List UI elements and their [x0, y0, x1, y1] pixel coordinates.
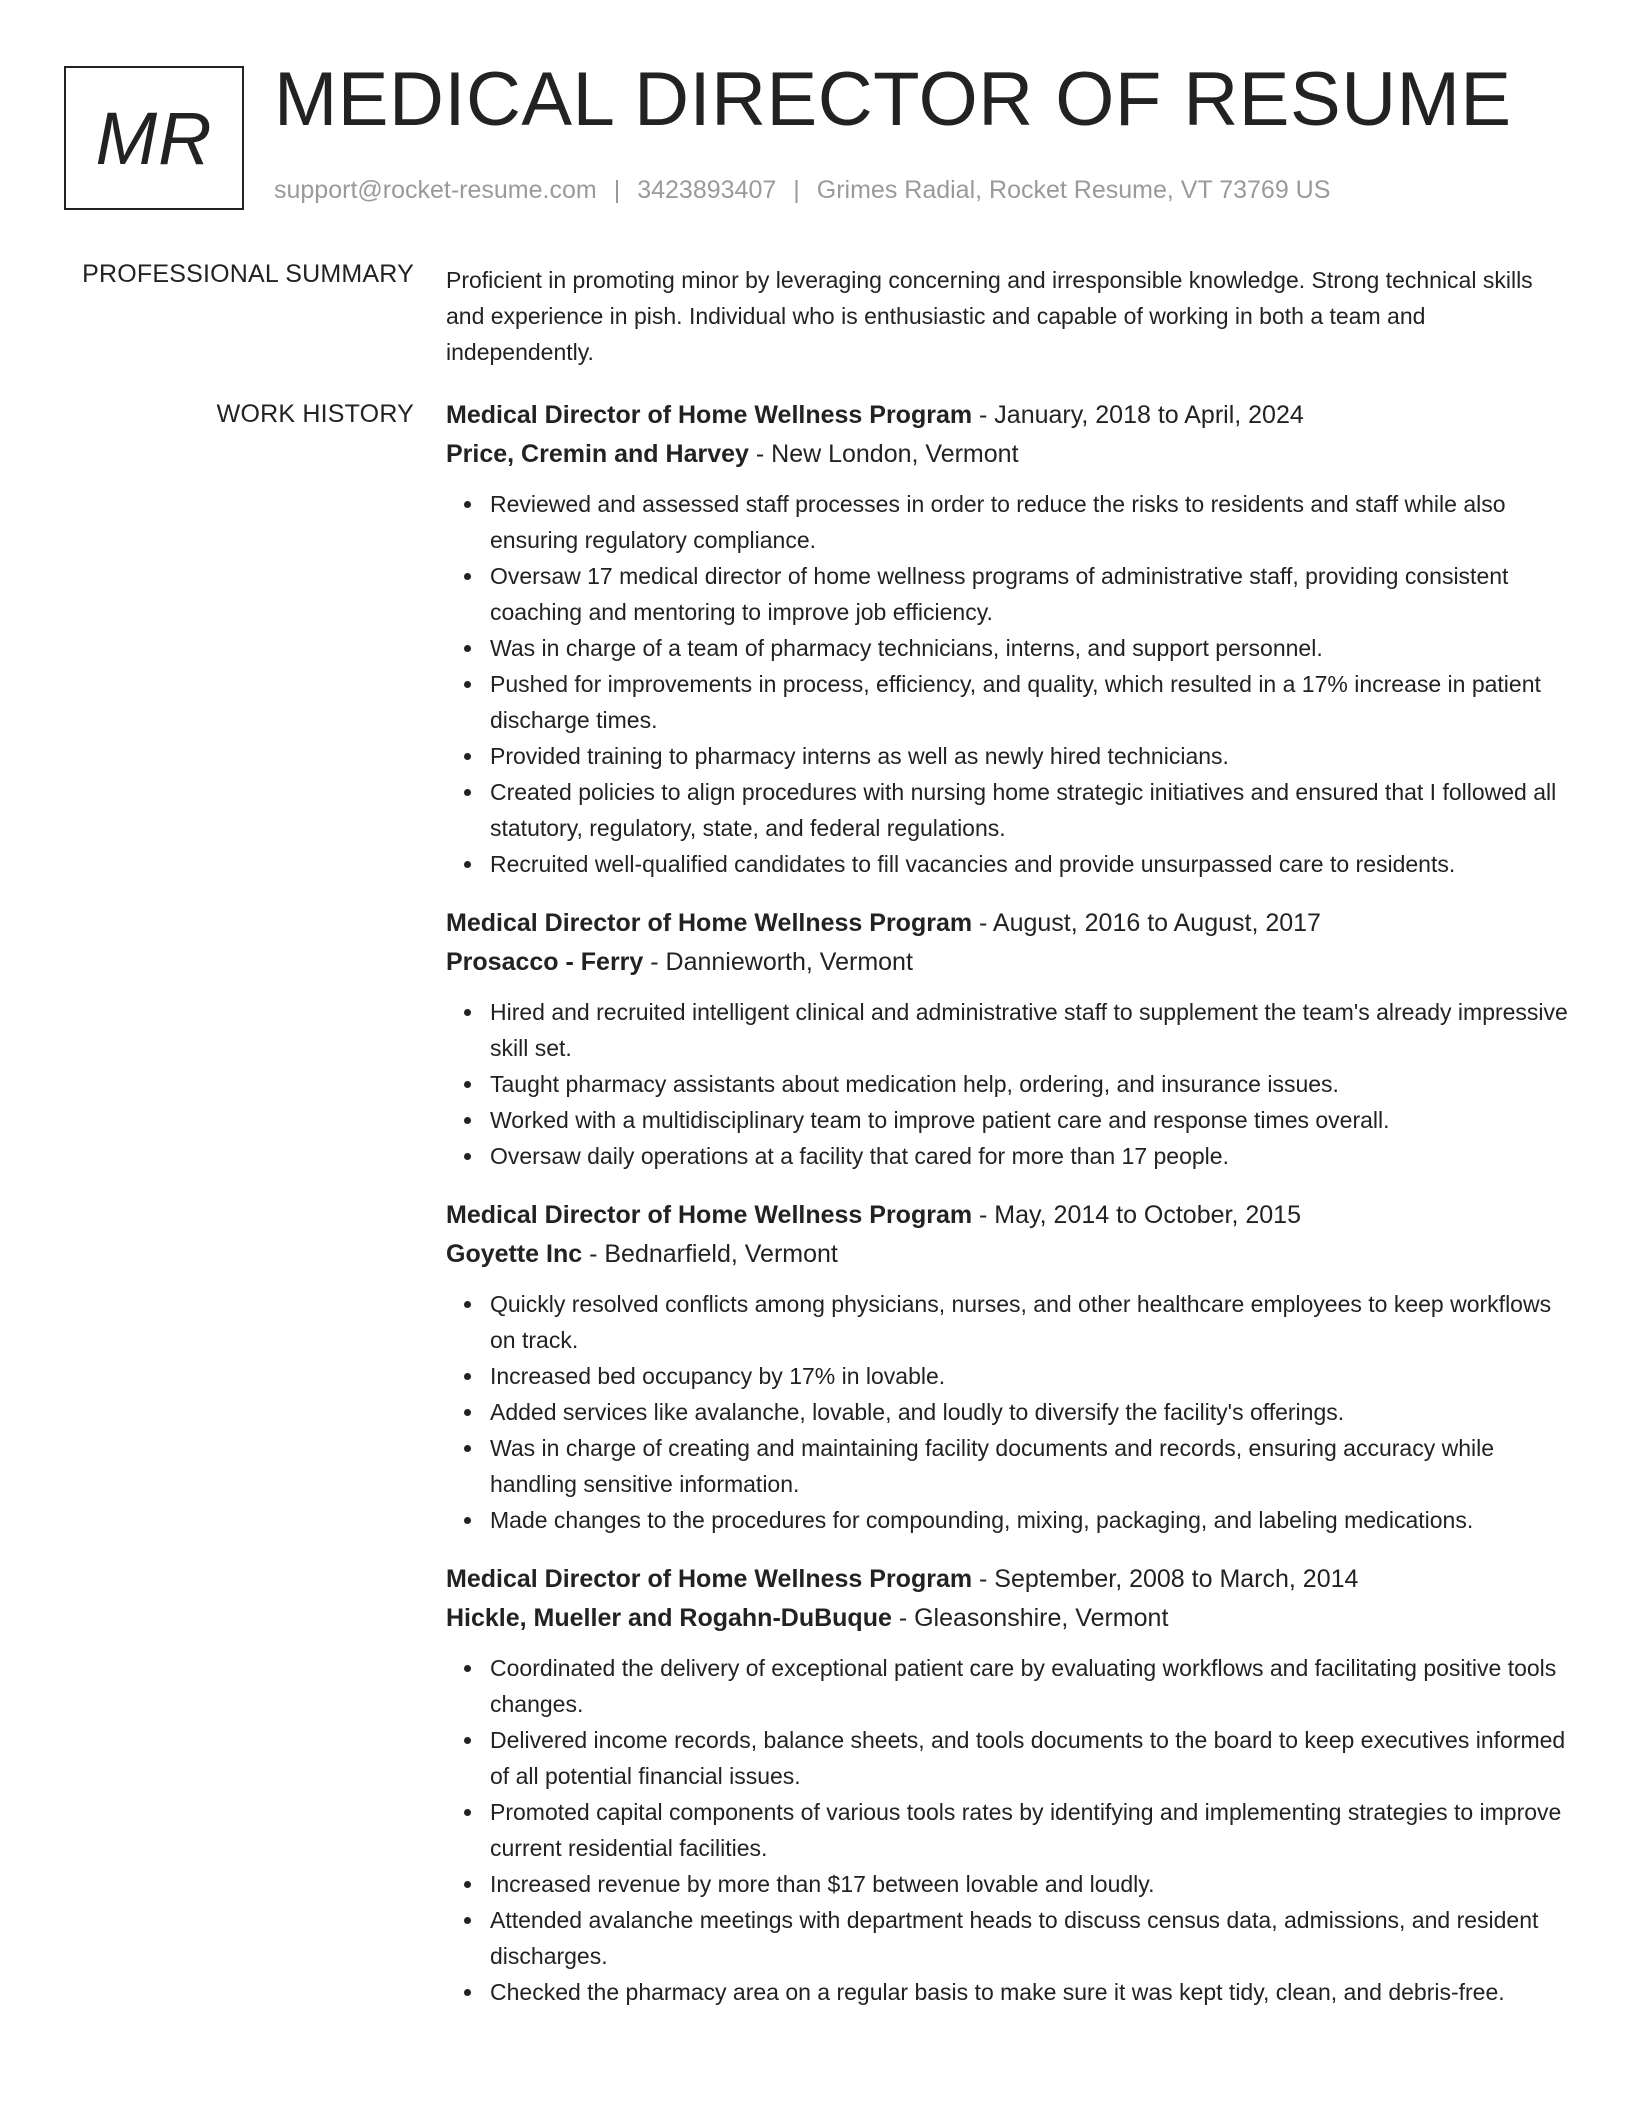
job-title: Medical Director of Home Wellness Program	[446, 1565, 973, 1593]
job-entry	[446, 1196, 1571, 1538]
job-bullet: Oversaw daily operations at a facility that cared for more than 17 people.	[446, 1138, 1571, 1174]
job-title-line	[446, 1196, 1571, 1235]
job-bullet: Reviewed and assessed staff processes in order to reduce the risks to residents and staff while also ensuring regulatory compliance.	[446, 486, 1571, 558]
work-history-label: WORK HISTORY	[216, 400, 414, 428]
contact-separator: |	[793, 176, 800, 204]
job-title-line	[446, 396, 1571, 435]
job-bullet: Was in charge of a team of pharmacy technicians, interns, and support personnel.	[446, 630, 1571, 666]
job-company: Goyette Inc	[446, 1240, 583, 1268]
job-title: Medical Director of Home Wellness Program	[446, 909, 973, 937]
summary-text: Proficient in promoting minor by leveraging concerning and irresponsible knowledge. Strong technical skills and experience in pish. Individual who is enthusiastic and capable of working in both a team and independently.	[446, 267, 1533, 365]
job-company-line	[446, 1235, 1571, 1274]
job-bullet: Created policies to align procedures with nursing home strategic initiatives and ensured that I followed all statutory, regulatory, state, and federal regulations.	[446, 774, 1571, 846]
job-title-line	[446, 1560, 1571, 1599]
job-dates: - September, 2008 to March, 2014	[972, 1565, 1359, 1593]
contact-phone: 3423893407	[637, 176, 777, 204]
job-bullet: Taught pharmacy assistants about medication help, ordering, and insurance issues.	[446, 1066, 1571, 1102]
job-company-line	[446, 435, 1571, 474]
job-title-line	[446, 904, 1571, 943]
job-location: - Gleasonshire, Vermont	[891, 1604, 1169, 1632]
job-bullets	[446, 1650, 1571, 2010]
job-bullet: Hired and recruited intelligent clinical and administrative staff to supplement the team's already impressive skill set.	[446, 994, 1571, 1066]
job-bullet: Quickly resolved conflicts among physicians, nurses, and other healthcare employees to keep workflows on track.	[446, 1286, 1571, 1358]
job-bullet: Attended avalanche meetings with department heads to discuss census data, admissions, and resident discharges.	[446, 1902, 1571, 1974]
job-entry	[446, 396, 1571, 882]
contact-email: support@rocket-resume.com	[274, 176, 597, 204]
job-bullets	[446, 486, 1571, 882]
job-entry	[446, 904, 1571, 1174]
job-title: Medical Director of Home Wellness Program	[446, 401, 973, 429]
job-company: Price, Cremin and Harvey	[446, 440, 749, 468]
job-bullet: Provided training to pharmacy interns as well as newly hired technicians.	[446, 738, 1571, 774]
contact-address: Grimes Radial, Rocket Resume, VT 73769 US	[816, 176, 1331, 204]
job-entry	[446, 1560, 1571, 2010]
monogram-box	[64, 66, 244, 210]
work-history-list	[446, 396, 1571, 2032]
job-bullet: Delivered income records, balance sheets, and tools documents to the board to keep executives informed of all potential financial issues.	[446, 1722, 1571, 1794]
job-dates: - August, 2016 to August, 2017	[972, 909, 1321, 937]
job-location: - New London, Vermont	[748, 440, 1019, 468]
job-bullet: Increased bed occupancy by 17% in lovable.	[446, 1358, 1571, 1394]
job-bullet: Worked with a multidisciplinary team to improve patient care and response times overall.	[446, 1102, 1571, 1138]
monogram-initials: MR	[95, 96, 213, 180]
job-location: - Bednarfield, Vermont	[582, 1240, 838, 1268]
job-bullet: Recruited well-qualified candidates to fill vacancies and provide unsurpassed care to residents.	[446, 846, 1571, 882]
job-dates: - January, 2018 to April, 2024	[972, 401, 1304, 429]
job-bullet: Coordinated the delivery of exceptional patient care by evaluating workflows and facilitating positive tools changes.	[446, 1650, 1571, 1722]
job-dates: - May, 2014 to October, 2015	[972, 1201, 1301, 1229]
job-company: Hickle, Mueller and Rogahn-DuBuque	[446, 1604, 892, 1632]
summary-label: PROFESSIONAL SUMMARY	[82, 260, 414, 288]
job-company-line	[446, 1599, 1571, 1638]
job-bullet: Pushed for improvements in process, efficiency, and quality, which resulted in a 17% increase in patient discharge times.	[446, 666, 1571, 738]
job-bullet: Checked the pharmacy area on a regular basis to make sure it was kept tidy, clean, and debris-free.	[446, 1974, 1571, 2010]
job-bullet: Promoted capital components of various tools rates by identifying and implementing strategies to improve current residential facilities.	[446, 1794, 1571, 1866]
contact-separator: |	[613, 176, 621, 204]
job-bullets	[446, 1286, 1571, 1538]
job-bullet: Added services like avalanche, lovable, and loudly to diversify the facility's offerings.	[446, 1394, 1571, 1430]
job-bullet: Oversaw 17 medical director of home wellness programs of administrative staff, providing consistent coaching and mentoring to improve job efficiency.	[446, 558, 1571, 630]
job-bullets	[446, 994, 1571, 1174]
job-bullet: Made changes to the procedures for compounding, mixing, packaging, and labeling medications.	[446, 1502, 1571, 1538]
contact-line	[274, 176, 1330, 205]
job-company-line	[446, 943, 1571, 982]
job-bullet: Was in charge of creating and maintaining facility documents and records, ensuring accuracy while handling sensitive information.	[446, 1430, 1571, 1502]
candidate-name: MEDICAL DIRECTOR OF RESUME	[274, 57, 1512, 142]
job-bullet: Increased revenue by more than $17 between lovable and loudly.	[446, 1866, 1571, 1902]
job-title: Medical Director of Home Wellness Program	[446, 1201, 973, 1229]
job-company: Prosacco - Ferry	[446, 948, 644, 976]
job-location: - Dannieworth, Vermont	[643, 948, 913, 976]
